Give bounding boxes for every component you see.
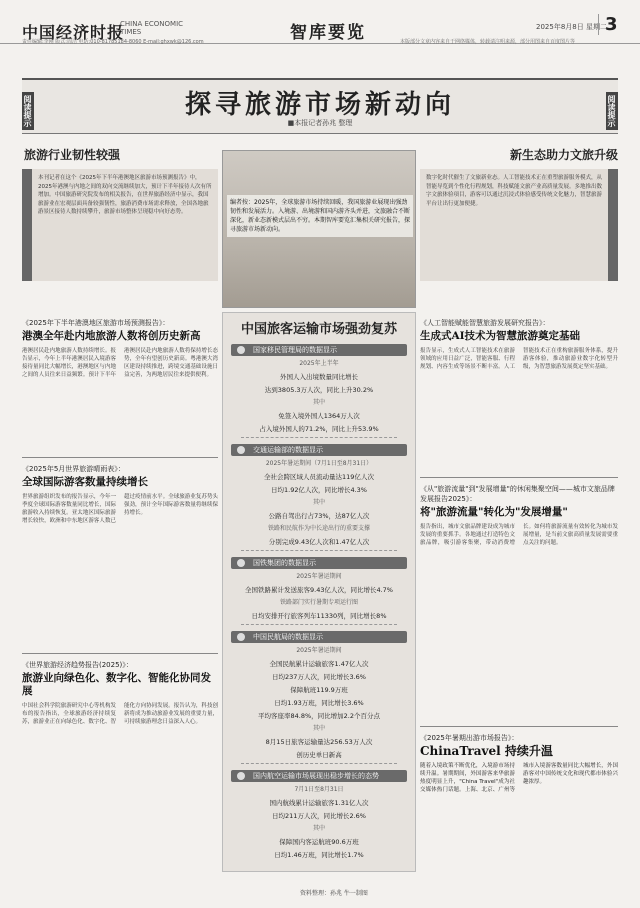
right-column: [420, 318, 618, 683]
stat-line: 创历史单日新高: [296, 751, 342, 759]
stat-line: 全国民航累计运输旅客1.47亿人次: [269, 660, 369, 668]
divider: [22, 653, 218, 654]
stat-line: 全国铁路累计发送旅客9.43亿人次，同比增长4.7%: [245, 586, 393, 594]
section-label: 中国民航局的数据显示: [231, 631, 407, 643]
article: [22, 464, 218, 643]
page-number: 3: [598, 14, 618, 35]
lede-left-box: [22, 146, 218, 281]
lede-right-box: [420, 146, 618, 281]
infographic: [222, 312, 416, 872]
stat-line: 平均客座率84.8%，同比增加2.2个百分点: [258, 712, 380, 720]
divider: [241, 624, 397, 625]
masthead: [0, 0, 640, 44]
lede-photo: [222, 150, 416, 308]
stat-line: 达到3805.3万人次，同比上升30.2%: [264, 386, 374, 394]
stat-line: 日均237万人次，同比增长3.6%: [272, 673, 366, 681]
stat-line: 其中: [312, 725, 325, 732]
lede-right-title: 新生态助力文旅升级: [509, 148, 618, 162]
infographic-section: [231, 557, 407, 621]
stat-line: 2025年暑运期间（7月1日至8月31日）: [265, 460, 373, 467]
stat-line: 铁路和民航作为中长途出行的重要支撑: [267, 525, 370, 532]
stat-line: 保障航班119.9万班: [290, 686, 348, 694]
article-kicker: 《世界旅游经济趋势报告(2025)》：: [22, 661, 133, 669]
article-headline: 全球国际游客数量持续增长: [22, 476, 148, 488]
stat-line: 免签入境外国人1364万人次: [278, 412, 360, 420]
article-body: 港澳居民赴内地旅游人数持续增长。报告显示，今年上半年港澳居民入境游客接待量同比大幅增长，港澳地区与内地之间的人员往来日益频繁。预计下半年港澳居民赴内地旅游人数将保持增长态势，全年有望创历史新高。粤港澳大湾区建设持续推进，跨境交通基础设施日益完善，为两地居民往来提供便利。: [22, 348, 218, 378]
stat-line: 日均1.92亿人次，同比增长4.3%: [271, 486, 367, 494]
article-headline: 将"旅游流量"转化为"发展增量": [420, 506, 568, 518]
side-tag-right: 阅读提示: [606, 92, 618, 130]
stat-line: 全社会跨区域人员流动量达119亿人次: [264, 473, 374, 481]
section-label: 国家移民管理局的数据显示: [231, 344, 407, 356]
article: [22, 318, 218, 447]
section-label: 交通运输部的数据显示: [231, 444, 407, 456]
article-kicker: 《从"旅游流量"到"发展增量"的休闲集聚空间——城市文旅品牌发展报告2025》：: [420, 485, 615, 503]
editor-note: 编者按：2025年，全球旅游市场持续回暖，我国旅游业展现出强劲韧性和发展活力。入境游、出境游和国内游齐头并进，文旅融合不断深化，新业态新模式层出不穷。本期智库要览汇集相关研究报告，探寻旅游市场新动向。: [227, 195, 413, 237]
article-kicker: 《2025年5月世界旅游晴雨表》：: [22, 465, 125, 473]
infographic-credit: 资料整理：孙兆 牛一制图: [300, 890, 368, 897]
article-body: 报告指出，城市文旅品牌建设成为城市发展的重要抓手。各地通过打造特色文旅品牌，吸引游客集聚，带动消费增长。如何将旅游流量有效转化为城市发展增量，是当前文旅高质量发展需要重点关注的问题。: [420, 524, 618, 546]
byline: ■本报记者孙兆 整理: [287, 119, 353, 127]
newspaper-logo-english: CHINA ECONOMIC TIMES: [120, 20, 184, 36]
infographic-sections: [223, 344, 415, 860]
infographic-title: 中国旅客运输市场强劲复苏: [240, 322, 397, 337]
stat-line: 占入境外国人的71.2%，同比上升53.9%: [259, 425, 379, 433]
tail-article: [420, 720, 618, 882]
divider: [420, 477, 618, 478]
article-headline: 生成式AI技术为智慧旅游奠定基础: [420, 330, 581, 342]
stat-line: 日均211万人次，同比增长2.6%: [272, 812, 366, 820]
stat-line: 2025年上半年: [299, 360, 339, 367]
article: [22, 660, 218, 832]
article-kicker: 《2025年暑期出游市场报告》：: [420, 734, 519, 742]
divider: [420, 726, 618, 727]
divider: [22, 457, 218, 458]
left-column: [22, 318, 218, 842]
side-tag-left: 阅读提示: [22, 92, 34, 130]
section-label: 国内航空运输市场展现出稳步增长的态势: [231, 770, 407, 782]
article-body: 随着入境政策不断优化，入境游市场持续升温。暑期期间，外国游客来华旅游热度明显上升，"China Travel"成为社交媒体热门话题。上海、北京、广州等城市入境游客数量同比大幅增长，外国游客对中国传统文化和现代都市体验兴趣浓厚。: [420, 763, 618, 793]
article-headline: 旅游业向绿色化、数字化、智能化协同发展: [22, 672, 211, 697]
stat-line: 外国人入出境数量同比增长: [280, 373, 358, 381]
infographic-section: [231, 770, 407, 860]
stat-line: 7月1日至8月31日: [294, 786, 344, 793]
stat-line: 日均1.93万班，同比增长3.6%: [274, 699, 364, 707]
divider: [241, 763, 397, 764]
article-body: 报告显示，生成式人工智能技术在旅游领域的应用日益广泛，智能客服、行程规划、内容生成等场景不断丰富。人工智能技术正在重构旅游服务体系，提升游客体验，推动旅游业数字化转型升级，为智慧旅游发展奠定坚实基础。: [420, 348, 618, 370]
article-body: 世界旅游组织发布的报告显示，今年一季度全球国际游客数量同比增长，国际旅游收入持续恢复。亚太地区国际旅游增长较快，欧洲和中东地区游客人数已超过疫情前水平。全球旅游业复苏势头强劲，预计全年国际游客数量将继续保持增长。: [22, 494, 218, 524]
article-headline: 港澳全年赴内地旅游人数将创历史新高: [22, 330, 201, 342]
section-label: 国铁集团的数据显示: [231, 557, 407, 569]
lede-left-title: 旅游行业韧性较强: [24, 148, 121, 162]
article-headline: ChinaTravel 持续升温: [420, 744, 553, 758]
article: [420, 484, 618, 673]
stat-line: 其中: [312, 825, 325, 832]
stat-line: 2025年暑运期间: [296, 573, 342, 580]
lede-right-text: 数字化时代催生了文旅新业态。人工智能技术正在重塑旅游服务模式，从智能导览到个性化行程规划，科技赋能文旅产业高质量发展。多地推出数字文旅体验项目，游客可以通过沉浸式体验感受传统文化魅力，智慧旅游平台让出行更加便捷。: [420, 169, 618, 281]
article-kicker: 《人工智能赋能智慧旅游发展研究报告》：: [420, 319, 550, 327]
edition-title: 智库要览: [290, 23, 366, 43]
stat-line: 保障国内客运航班90.6万班: [279, 838, 359, 846]
article-body: 中国社会科学院旅游研究中心等机构发布的报告指出，全球旅游经济持续复苏，旅游业正在向绿色化、数字化、智能化方向协同发展。报告认为，科技创新将成为推动旅游业发展的重要力量，可持续旅游理念日益深入人心。: [22, 703, 218, 725]
newspaper-logo: 中国经济时报: [22, 23, 125, 42]
editor-info: 责任编辑:李刚 版式:周洁 电话:010-81785184-8060 E-mail:ghxwk@126.com: [22, 39, 204, 45]
stat-line: 国内航线累计运输旅客1.31亿人次: [269, 799, 369, 807]
article-kicker: 《2025年下半年港澳地区旅游市场预测报告》：: [22, 319, 170, 327]
stat-line: 8月15日旅客运输量达256.53万人次: [265, 738, 373, 746]
article: [420, 318, 618, 467]
issue-date: 2025年8月8日 星期二: [536, 23, 607, 31]
stat-line: 日均1.46万班，同比增长1.7%: [274, 851, 364, 859]
stat-line: 日均安排开行旅客列车11330列，同比增长8%: [251, 612, 387, 620]
divider: [241, 437, 397, 438]
page-title: 探寻旅游市场新动向: [184, 90, 455, 120]
stat-line: 公路自驾出行占73%，达87亿人次: [268, 512, 370, 520]
stat-line: 铁路部门实行暑期专项运行图: [279, 599, 358, 606]
infographic-section: [231, 444, 407, 547]
lede-left-text: 本刊记者在这个《2025年下半年港澳地区旅游市场预测报告》中，2025年港澳与内地之间的双向交流继续加大，预计下半年接待人次有所增加。中国旅游研究院发布的相关报告，在世界旅游经济中显示，我国旅游业在宏观层面具备较强韧性，旅游消费市场需求释放，全国各地旅游景区接待人数持续攀升，旅游市场整体呈现稳中向好态势。: [22, 169, 218, 281]
infographic-section: [231, 631, 407, 760]
stat-line: 分别完成9.43亿人次和1.47亿人次: [268, 538, 370, 546]
stat-line: 其中: [312, 499, 325, 506]
copyright-note: 本版部分文章内容来自于网络媒体，转载请注明来源，部分用图来自百度图片等: [400, 39, 576, 45]
infographic-section: [231, 344, 407, 434]
divider: [241, 550, 397, 551]
stat-line: 2025年暑运期间: [296, 647, 342, 654]
stat-line: 其中: [312, 399, 325, 406]
